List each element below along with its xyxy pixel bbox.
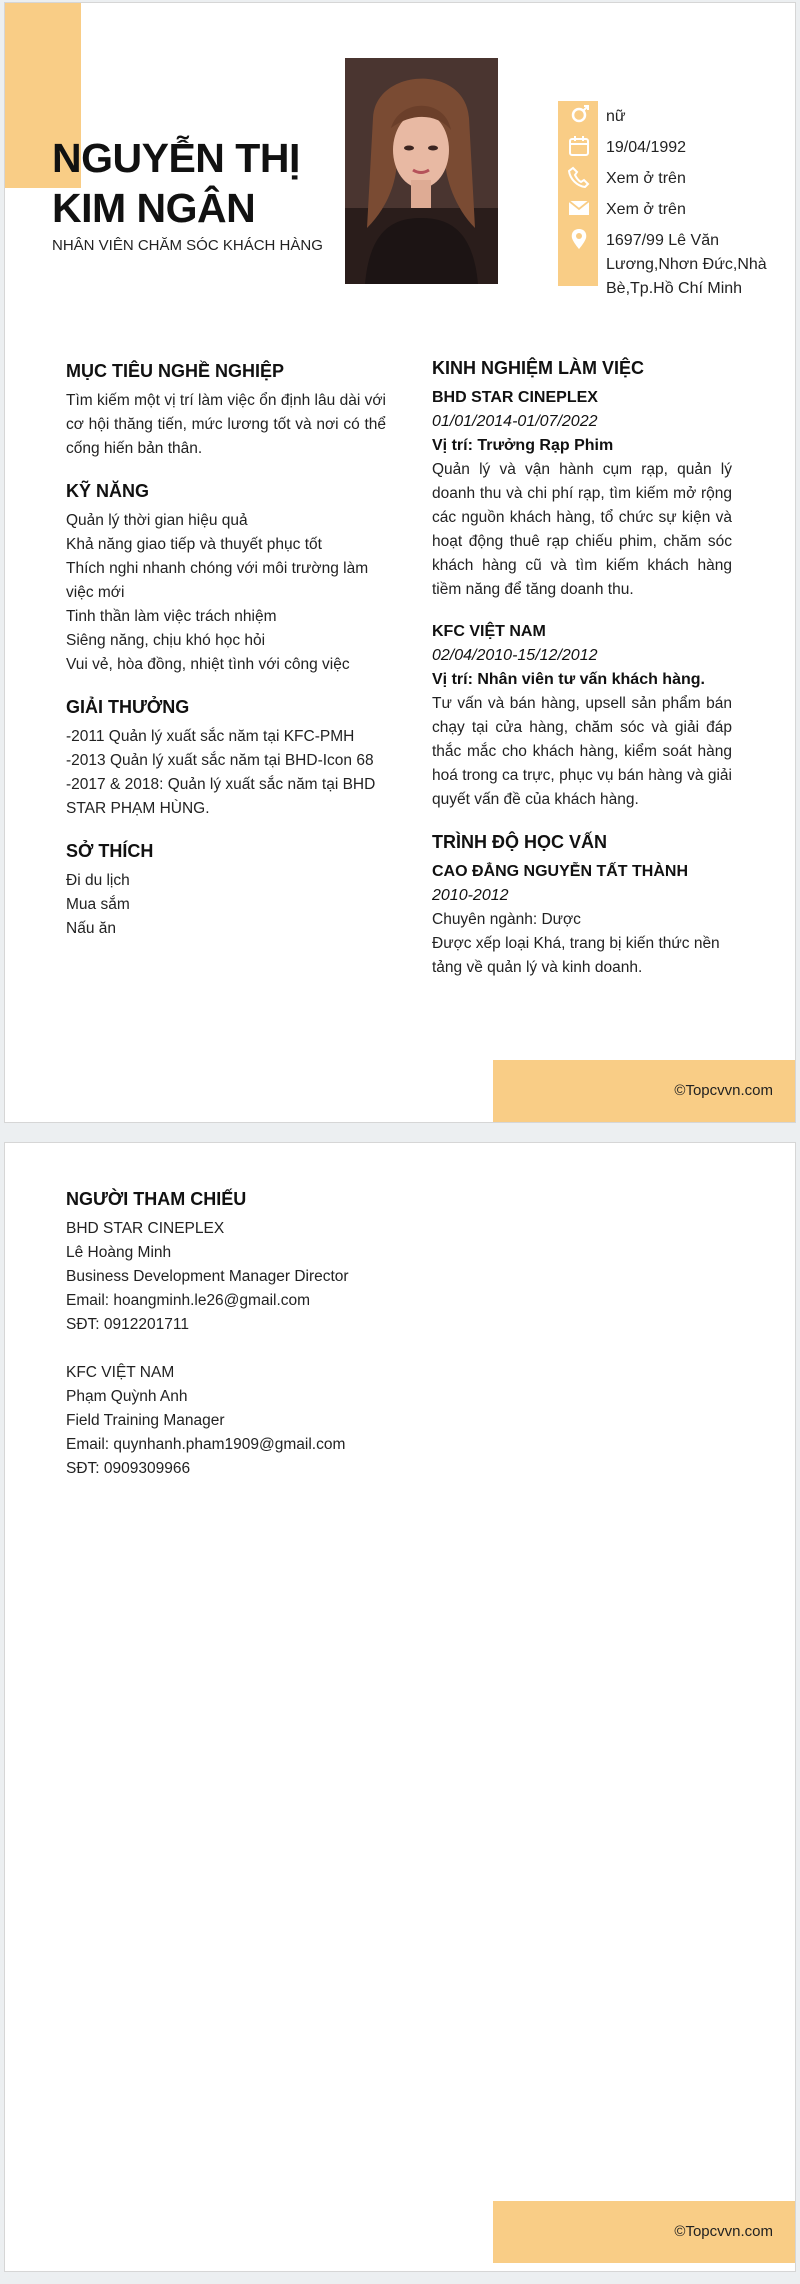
objective-text: Tìm kiếm một vị trí làm việc ổn định lâu dài với cơ hội thăng tiến, mức lương tốt và nơi có thể cống hiến bản thân.: [66, 392, 386, 457]
reference-email: Email: hoangminh.le26@gmail.com: [66, 1292, 311, 1309]
reference-company: BHD STAR CINEPLEX: [66, 1220, 225, 1237]
cv-page-1: [4, 2, 796, 1123]
list-item: -2013 Quản lý xuất sắc năm tại BHD-Icon 68: [66, 752, 374, 769]
awards-title: GIẢI THƯỞNG: [66, 697, 190, 717]
reference-email: Email: quynhanh.pham1909@gmail.com: [66, 1436, 346, 1453]
hobbies-list: [66, 869, 386, 941]
list-item: Mua sắm: [66, 896, 130, 913]
list-item: Thích nghi nhanh chóng với môi trường làm việc mới: [66, 560, 369, 601]
education-dates: 2010-2012: [432, 887, 509, 904]
list-item: -2011 Quản lý xuất sắc năm tại KFC-PMH: [66, 728, 355, 745]
job-position: Vị trí: Trưởng Rạp Phim: [432, 437, 614, 454]
job-entry: [432, 386, 732, 602]
job-company: BHD STAR CINEPLEX: [432, 389, 598, 406]
reference-name: Phạm Quỳnh Anh: [66, 1388, 188, 1405]
contact-email: Xem ở trên: [606, 201, 686, 218]
cv-page-2: [4, 1142, 796, 2272]
footer-watermark: ©Topcvvn.com: [674, 1082, 773, 1099]
reference-company: KFC VIỆT NAM: [66, 1364, 175, 1381]
contact-birthday: 19/04/1992: [606, 139, 687, 156]
contact-phone: Xem ở trên: [606, 170, 686, 187]
list-item: Quản lý thời gian hiệu quả: [66, 512, 248, 529]
education-major: Chuyên ngành: Dược: [432, 911, 581, 928]
awards-list: [66, 725, 386, 821]
name-line-1: NGUYỄN THỊ: [52, 135, 300, 181]
education-title: TRÌNH ĐỘ HỌC VẤN: [432, 832, 607, 852]
footer-watermark: ©Topcvvn.com: [674, 2223, 773, 2240]
job-position: Vị trí: Nhân viên tư vấn khách hàng.: [432, 671, 705, 688]
job-description: Tư vấn và bán hàng, upsell sản phẩm bán chạy tại cửa hàng, chăm sóc và giải đáp thắc mắc cho khách hàng, kiểm soát hàng hoá trong ca trực, phục vụ bán hàng và giải quyết vấn đề của khách hàng.: [432, 695, 732, 808]
list-item: Tinh thần làm việc trách nhiệm: [66, 608, 277, 625]
list-item: -2017 & 2018: Quản lý xuất sắc năm tại BHD STAR PHẠM HÙNG.: [66, 776, 376, 817]
reference-entry: [66, 1217, 566, 1337]
experience-title: KINH NGHIỆM LÀM VIỆC: [432, 358, 645, 378]
job-dates: 02/04/2010-15/12/2012: [432, 647, 598, 664]
name-line-2: KIM NGÂN: [52, 185, 256, 231]
location-icon: [568, 228, 590, 250]
list-item: Nấu ăn: [66, 920, 116, 937]
calendar-icon: [568, 135, 590, 157]
reference-role: Business Development Manager Director: [66, 1268, 349, 1285]
right-column: [432, 356, 732, 980]
reference-phone: SĐT: 0909309966: [66, 1460, 191, 1477]
references-section: [66, 1187, 566, 1481]
left-column: [66, 359, 386, 941]
candidate-name: [52, 133, 352, 233]
hobbies-title: SỞ THÍCH: [66, 841, 154, 861]
job-entry: [432, 620, 732, 812]
phone-icon: [568, 166, 590, 188]
objective-title: MỤC TIÊU NGHỀ NGHIỆP: [66, 361, 285, 381]
profile-photo: [345, 58, 498, 284]
reference-role: Field Training Manager: [66, 1412, 225, 1429]
skills-list: [66, 509, 386, 677]
education-school: CAO ĐẲNG NGUYỄN TẤT THÀNH: [432, 863, 688, 880]
contact-bar: [558, 101, 598, 286]
list-item: Khả năng giao tiếp và thuyết phục tốt: [66, 536, 322, 553]
job-description: Quản lý và vận hành cụm rạp, quản lý doanh thu và chi phí rạp, tìm kiếm mở rộng các nguồn khách hàng, tổ chức sự kiện và hoạt động thuê rạp chiếu phim, chăm sóc khách hàng cũ và tìm kiếm khách hàng tiềm năng để tăng doanh thu.: [432, 461, 732, 598]
contact-gender: nữ: [606, 108, 626, 125]
list-item: Vui vẻ, hòa đồng, nhiệt tình với công việc: [66, 656, 350, 673]
job-company: KFC VIỆT NAM: [432, 623, 546, 640]
skills-title: KỸ NĂNG: [66, 481, 150, 501]
contact-address: 1697/99 Lê Văn Lương,Nhơn Đức,Nhà Bè,Tp.Hồ Chí Minh: [606, 232, 767, 297]
job-dates: 01/01/2014-01/07/2022: [432, 413, 598, 430]
list-item: Đi du lịch: [66, 872, 130, 889]
job-title: NHÂN VIÊN CHĂM SÓC KHÁCH HÀNG: [52, 237, 323, 254]
reference-name: Lê Hoàng Minh: [66, 1244, 172, 1261]
reference-phone: SĐT: 0912201711: [66, 1316, 189, 1333]
education-note: Được xếp loại Khá, trang bị kiến thức nền tảng về quản lý và kinh doanh.: [432, 935, 720, 976]
gender-icon: [568, 104, 590, 126]
references-title: NGƯỜI THAM CHIẾU: [66, 1189, 247, 1209]
reference-entry: [66, 1361, 566, 1481]
email-icon: [568, 197, 590, 219]
list-item: Siêng năng, chịu khó học hỏi: [66, 632, 266, 649]
